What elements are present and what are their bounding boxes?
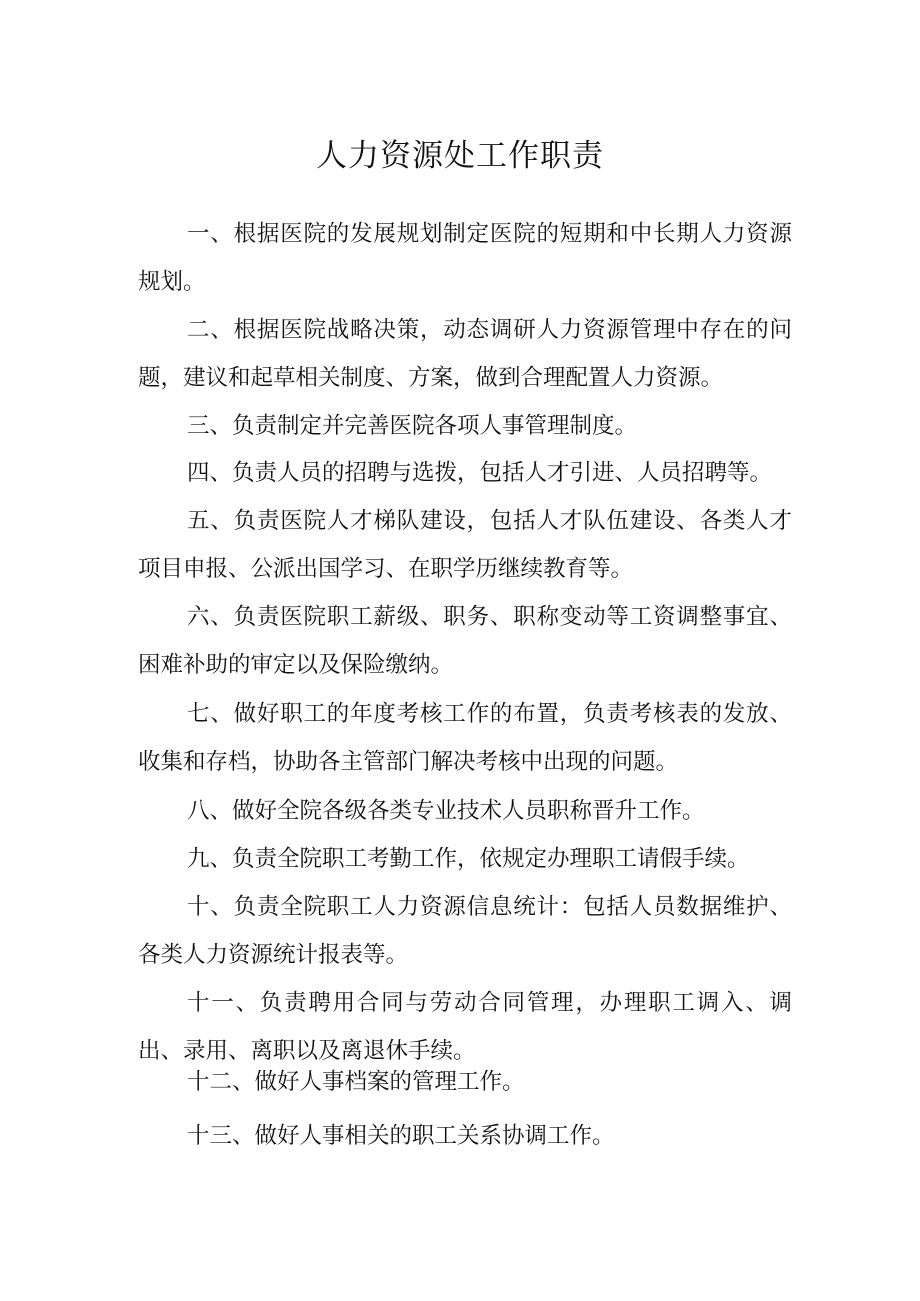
duty-paragraph-13: 十三、做好人事相关的职工关系协调工作。 xyxy=(187,1123,615,1149)
page-title: 人力资源处工作职责 xyxy=(316,138,604,174)
duty-paragraph-12: 十二、做好人事档案的管理工作。 xyxy=(187,1069,525,1095)
duty-paragraph-1: 一、根据医院的发展规划制定医院的短期和中长期人力资源规划。 xyxy=(138,221,792,295)
duty-paragraph-2: 二、根据医院战略决策，动态调研人力资源管理中存在的问题，建议和起草相关制度、方案，做到合理配置人力资源。 xyxy=(138,317,792,391)
duty-paragraph-3: 三、负责制定并完善医院各项人事管理制度。 xyxy=(187,413,638,439)
duty-paragraph-8: 八、做好全院各级各类专业技术人员职称晋升工作。 xyxy=(187,798,705,824)
duty-paragraph-4: 四、负责人员的招聘与选拨，包括人才引进、人员招聘等。 xyxy=(187,460,773,486)
duty-paragraph-9: 九、负责全院职工考勤工作，依规定办理职工请假手续。 xyxy=(187,846,750,872)
duty-paragraph-6: 六、负责医院职工薪级、职务、职称变动等工资调整事宜、困难补助的审定以及保险缴纳。 xyxy=(138,604,792,678)
duty-paragraph-5: 五、负责医院人才梯队建设，包括人才队伍建设、各类人才项目申报、公派出国学习、在职学历继续教育等。 xyxy=(138,508,792,582)
duty-paragraph-7: 七、做好职工的年度考核工作的布置，负责考核表的发放、收集和存档，协助各主管部门解决考核中出现的问题。 xyxy=(138,701,792,775)
duty-paragraph-11: 十一、负责聘用合同与劳动合同管理，办理职工调入、调出、录用、离职以及离退休手续。 xyxy=(138,990,792,1064)
duty-paragraph-10: 十、负责全院职工人力资源信息统计：包括人员数据维护、各类人力资源统计报表等。 xyxy=(138,894,792,968)
